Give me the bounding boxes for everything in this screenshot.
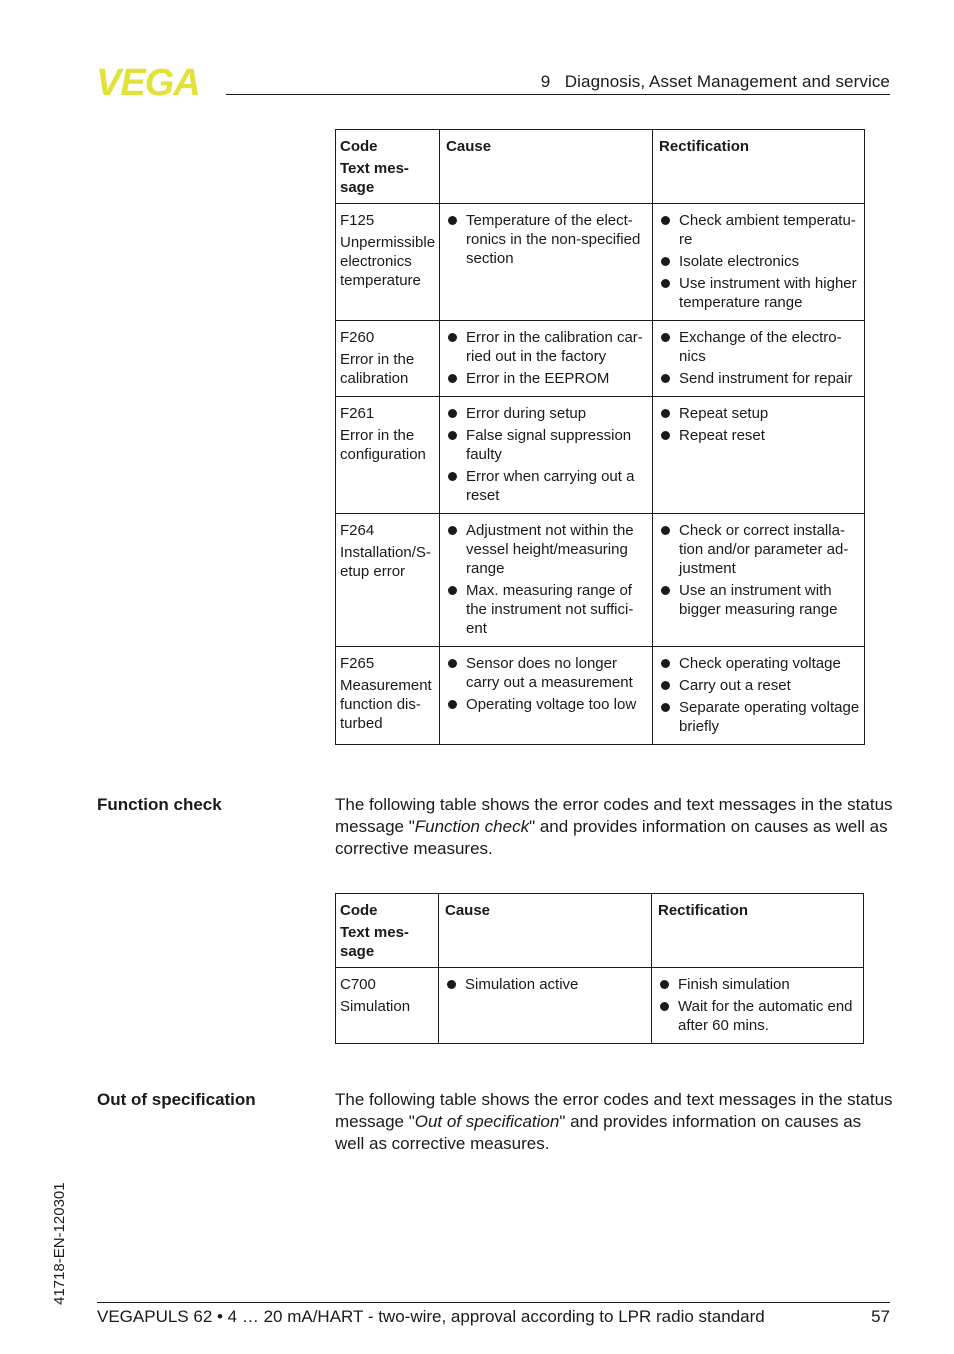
error-code: F265	[340, 655, 375, 672]
rectification-cell	[653, 321, 865, 397]
rectification-list	[656, 975, 859, 1035]
list-item: Repeat setup	[657, 404, 860, 423]
rectification-list	[657, 211, 860, 312]
header-code: Code Text mes-sage	[336, 894, 439, 968]
cause-cell	[440, 397, 653, 514]
function-check-paragraph: The following table shows the error codes and text messages in the status message "Function check" and provides information on causes as well as corrective measures.	[335, 795, 893, 858]
out-of-spec-paragraph: The following table shows the error codes and text messages in the status message "Out of specification" and provides information on causes as well as corrective measures.	[335, 1090, 893, 1153]
list-item: Use an instrument with bigger measuring range	[657, 581, 860, 619]
error-text: Error in the calibration	[340, 351, 415, 387]
error-code: F264	[340, 522, 375, 539]
error-code: F125	[340, 212, 375, 229]
list-item: Repeat reset	[657, 426, 860, 445]
table-row	[336, 321, 865, 397]
error-text: Error in the configuration	[340, 427, 426, 463]
table-header-row	[336, 894, 864, 968]
table-header-row	[336, 130, 865, 204]
cause-list	[444, 521, 648, 638]
header-rectification: Rectification	[652, 894, 864, 968]
error-text: Simulation	[340, 998, 411, 1015]
rectification-cell	[653, 647, 865, 745]
rectification-list	[657, 654, 860, 736]
error-text: Measurement function dis-turbed	[340, 677, 432, 732]
list-item: Use instrument with higher temperature range	[657, 274, 860, 312]
cause-list	[443, 975, 647, 994]
header-rectification: Rectification	[653, 130, 865, 204]
list-item: Sensor does no longer carry out a measurement	[444, 654, 648, 692]
chapter-title: 9 Diagnosis, Asset Management and service	[540, 72, 890, 91]
list-item: Wait for the automatic end after 60 mins.	[656, 997, 859, 1035]
table-row	[336, 397, 865, 514]
error-text: Installation/S-etup error	[340, 544, 431, 580]
table-row	[336, 514, 865, 647]
error-code: F261	[340, 405, 375, 422]
code-cell	[336, 321, 440, 397]
table-row	[336, 968, 864, 1044]
list-item: Temperature of the elect-ronics in the non-specified section	[444, 211, 648, 268]
rectification-cell	[653, 204, 865, 321]
function-check-heading: Function check	[97, 795, 222, 814]
header-code: Code Text mes-sage	[336, 130, 440, 204]
list-item: Finish simulation	[656, 975, 859, 994]
list-item: Send instrument for repair	[657, 369, 860, 388]
document-number: 41718-EN-120301	[51, 1182, 68, 1305]
cause-cell	[440, 647, 653, 745]
cause-list	[444, 328, 648, 388]
list-item: Operating voltage too low	[444, 695, 648, 714]
list-item: Error in the calibration car-ried out in the factory	[444, 328, 648, 366]
vega-logo-text: VEGA	[96, 64, 200, 98]
header-cause: Cause	[440, 130, 653, 204]
header-cause: Cause	[439, 894, 652, 968]
list-item: Error in the EEPROM	[444, 369, 648, 388]
list-item: Check or correct installa-tion and/or parameter ad-justment	[657, 521, 860, 578]
cause-list	[444, 211, 648, 268]
out-of-spec-heading: Out of specification	[97, 1090, 256, 1109]
list-item: Check ambient temperatu-re	[657, 211, 860, 249]
code-cell	[336, 647, 440, 745]
list-item: Carry out a reset	[657, 676, 860, 695]
function-check-table	[335, 893, 864, 1044]
cause-cell	[440, 321, 653, 397]
fault-table	[335, 129, 865, 745]
cause-cell	[439, 968, 652, 1044]
rectification-list	[657, 328, 860, 388]
code-cell	[336, 397, 440, 514]
list-item: Separate operating voltage briefly	[657, 698, 860, 736]
list-item: Isolate electronics	[657, 252, 860, 271]
error-text: Unpermissible electronics temperature	[340, 234, 436, 289]
list-item: Error when carrying out a reset	[444, 467, 648, 505]
rectification-list	[657, 521, 860, 619]
list-item: Max. measuring range of the instrument not suffici-ent	[444, 581, 648, 638]
list-item: False signal suppression faulty	[444, 426, 648, 464]
cause-list	[444, 404, 648, 505]
list-item: Check operating voltage	[657, 654, 860, 673]
code-cell	[336, 514, 440, 647]
page-number: 57	[871, 1307, 890, 1326]
vega-logo	[96, 64, 220, 98]
cause-cell	[440, 514, 653, 647]
list-item: Exchange of the electro-nics	[657, 328, 860, 366]
table-row	[336, 204, 865, 321]
code-cell	[336, 968, 439, 1044]
footer-text: VEGAPULS 62 • 4 … 20 mA/HART - two-wire, approval according to LPR radio standard	[97, 1307, 765, 1326]
error-code: C700	[340, 976, 376, 993]
list-item: Adjustment not within the vessel height/measuring range	[444, 521, 648, 578]
rectification-cell	[653, 514, 865, 647]
footer-rule	[97, 1302, 890, 1303]
table-row	[336, 647, 865, 745]
code-cell	[336, 204, 440, 321]
cause-cell	[440, 204, 653, 321]
cause-list	[444, 654, 648, 714]
rectification-cell	[653, 397, 865, 514]
header-rule	[226, 94, 890, 95]
list-item: Simulation active	[443, 975, 647, 994]
rectification-cell	[652, 968, 864, 1044]
error-code: F260	[340, 329, 375, 346]
rectification-list	[657, 404, 860, 445]
list-item: Error during setup	[444, 404, 648, 423]
